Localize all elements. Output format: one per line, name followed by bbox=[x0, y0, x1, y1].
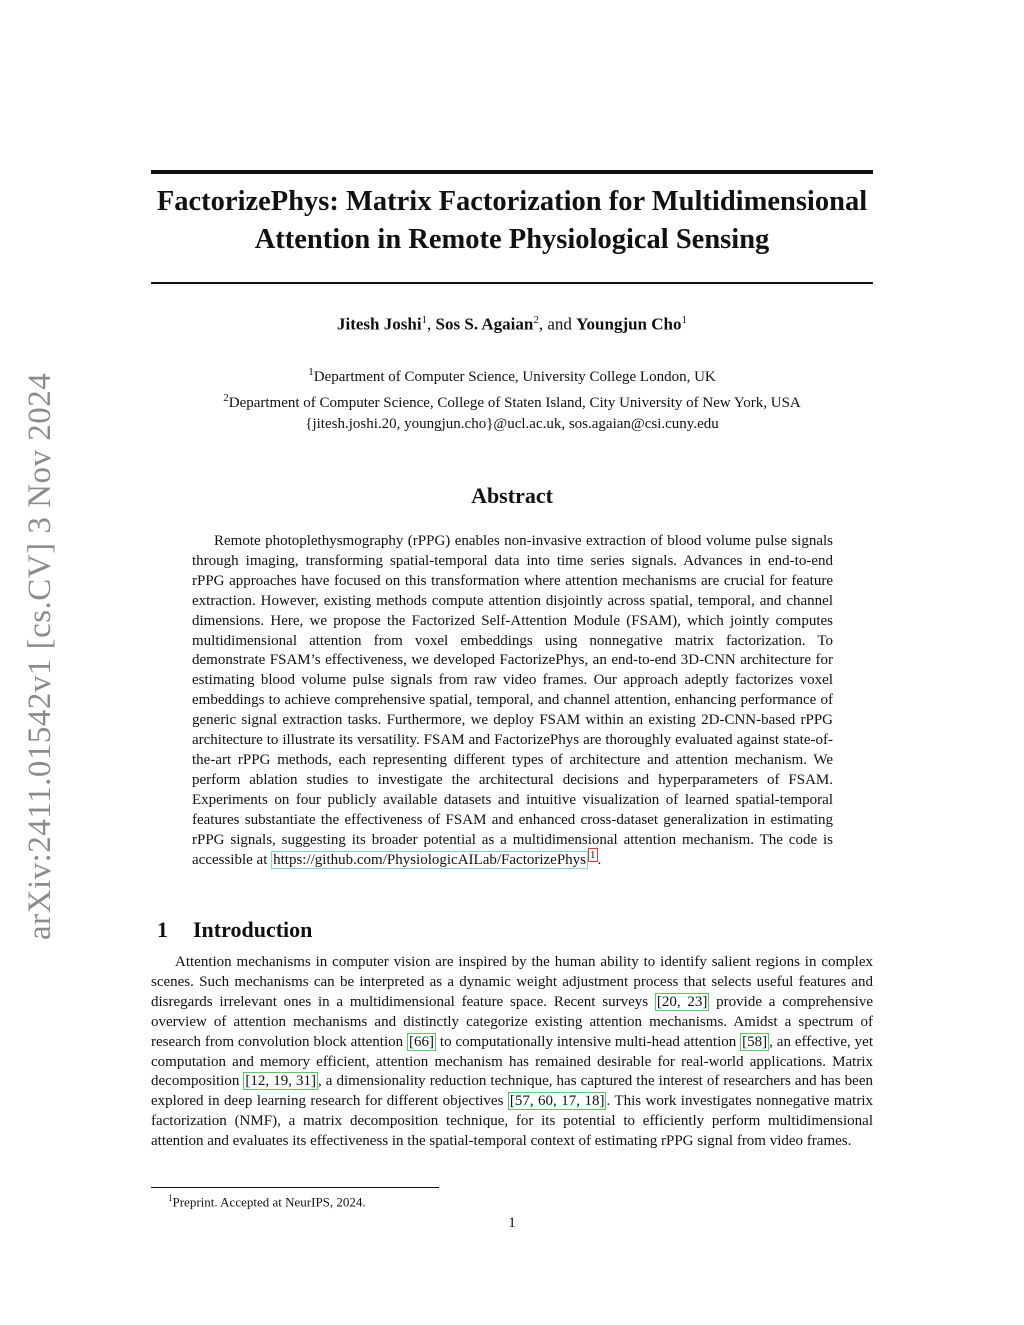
author-affil-marker: 1 bbox=[681, 314, 687, 326]
section-heading-introduction bbox=[157, 917, 312, 943]
section-title: Introduction bbox=[193, 917, 313, 942]
author-name: Youngjun Cho bbox=[576, 314, 682, 334]
footnote-text: Preprint. Accepted at NeurIPS, 2024. bbox=[172, 1194, 366, 1210]
abstract-body bbox=[192, 532, 833, 870]
intro-text: . This work investigates nonnegative matrix factorization (NMF), a matrix decomposition technique, for its potential to efficiently perform multidimensional attention and evaluates its effectiveness in the spatial-temporal context of estimating rPPG signal from video frames. bbox=[151, 1093, 873, 1150]
author-affil-marker: 2 bbox=[533, 314, 539, 326]
affiliations bbox=[151, 362, 873, 435]
abstract-heading: Abstract bbox=[471, 483, 553, 508]
intro-text: provide a comprehensive overview of attention mechanisms and distinctly categorize existing attention mechanisms. Amidst a spectrum of research from convolution block attention bbox=[151, 993, 873, 1050]
author-name: Jitesh Joshi bbox=[337, 314, 422, 334]
affil-marker: 2 bbox=[223, 392, 229, 404]
affiliation-text: Department of Computer Science, College of Staten Island, City University of New York, USA bbox=[228, 395, 801, 411]
abstract-end: . bbox=[597, 851, 602, 868]
footnote-link[interactable]: 1 bbox=[590, 848, 596, 861]
intro-text: , a dimensionality reduction technique, has captured the interest of researchers and has been explored in deep learning research for different objectives bbox=[151, 1073, 873, 1110]
arxiv-stamp: arXiv:2411.01542v1 [cs.CV] 3 Nov 2024 bbox=[22, 372, 58, 940]
paper-title bbox=[140, 183, 884, 259]
citation-link[interactable]: [66] bbox=[409, 1033, 435, 1050]
title-line-1: FactorizePhys: Matrix Factorization for Multidimensional bbox=[156, 186, 868, 217]
citation-link[interactable]: [12, 19, 31] bbox=[245, 1073, 316, 1090]
footnote bbox=[168, 1193, 366, 1210]
intro-text: Attention mechanisms in computer vision are inspired by the human ability to identify salient regions in complex scenes. Such mechanisms can be interpreted as a dynamic weight adjustment process that selects useful features and disregards irrelevant ones in a multidimensional feature space. Recent surveys bbox=[151, 954, 873, 1010]
author-affil-marker: 1 bbox=[421, 314, 428, 326]
title-top-rule bbox=[151, 170, 873, 174]
title-bottom-rule bbox=[151, 282, 873, 284]
affiliation-text: Department of Computer Science, University College London, UK bbox=[313, 369, 716, 385]
intro-text: to computationally intensive multi-head attention bbox=[436, 1033, 741, 1050]
author-separator: , and bbox=[538, 314, 577, 334]
footnote-rule bbox=[151, 1187, 439, 1188]
footnote-marker: 1 bbox=[168, 1193, 173, 1203]
affil-marker: 1 bbox=[308, 366, 314, 378]
author-emails: {jitesh.joshi.20, youngjun.cho}@ucl.ac.uk, sos.agaian@csi.cuny.edu bbox=[305, 416, 719, 432]
author-separator: , bbox=[427, 314, 436, 334]
section-number: 1 bbox=[157, 917, 168, 942]
abstract-text: Remote photoplethysmography (rPPG) enables non-invasive extraction of blood volume pulse signals through imaging, transforming spatial-temporal data into time series signals. Advances in end-to-end rPPG approaches have focused on this transformation where attention mechanisms are crucial for feature extraction. However, existing methods compute attention disjointly across spatial, temporal, and channel dimensions. Here, we propose the Factorized Self-Attention Module (FSAM), which jointly computes multidimensional attention from voxel embeddings using nonnegative matrix factorization. To demonstrate FSAM’s effectiveness, we developed FactorizePhys, an end-to-end 3D-CNN architecture for estimating blood volume pulse signals from raw video frames. Our approach adeptly factorizes voxel embeddings to achieve comprehensive spatial, temporal, and channel attention, enhancing performance of generic signal extraction tasks. Furthermore, we deploy FSAM within an existing 2D-CNN-based rPPG architecture to illustrate its versatility. FSAM and FactorizePhys are thoroughly evaluated against state-of-the-art rPPG methods, each representing different types of architecture and attention mechanism. We perform ablation studies to investigate the architectural decisions and hyperparameters of FSAM. Experiments on four publicly available datasets and intuitive visualization of learned spatial-temporal features substantiate the effectiveness of FSAM and enhanced cross-dataset generalization in estimating rPPG signals, suggesting its broader potential as a multidimensional attention mechanism. The code is accessible at bbox=[192, 533, 833, 868]
citation-link[interactable]: [20, 23] bbox=[656, 993, 708, 1010]
author-name: Sos S. Agaian bbox=[435, 314, 534, 334]
code-link[interactable]: https://github.com/PhysiologicAILab/FactorizePhys bbox=[273, 851, 587, 868]
citation-link[interactable]: [57, 60, 17, 18] bbox=[509, 1093, 605, 1110]
title-line-2: Attention in Remote Physiological Sensing bbox=[254, 224, 770, 255]
page-number: 1 bbox=[508, 1215, 516, 1231]
citation-link[interactable]: [58] bbox=[742, 1033, 768, 1050]
affiliation-2 bbox=[151, 388, 873, 414]
introduction-paragraph bbox=[151, 953, 873, 1152]
affiliation-1 bbox=[151, 362, 873, 388]
author-list bbox=[151, 314, 873, 335]
intro-text: , an effective, yet computation and memory efficient, attention mechanism has remained desirable for real-world applications. Matrix decomposition bbox=[151, 1033, 873, 1090]
